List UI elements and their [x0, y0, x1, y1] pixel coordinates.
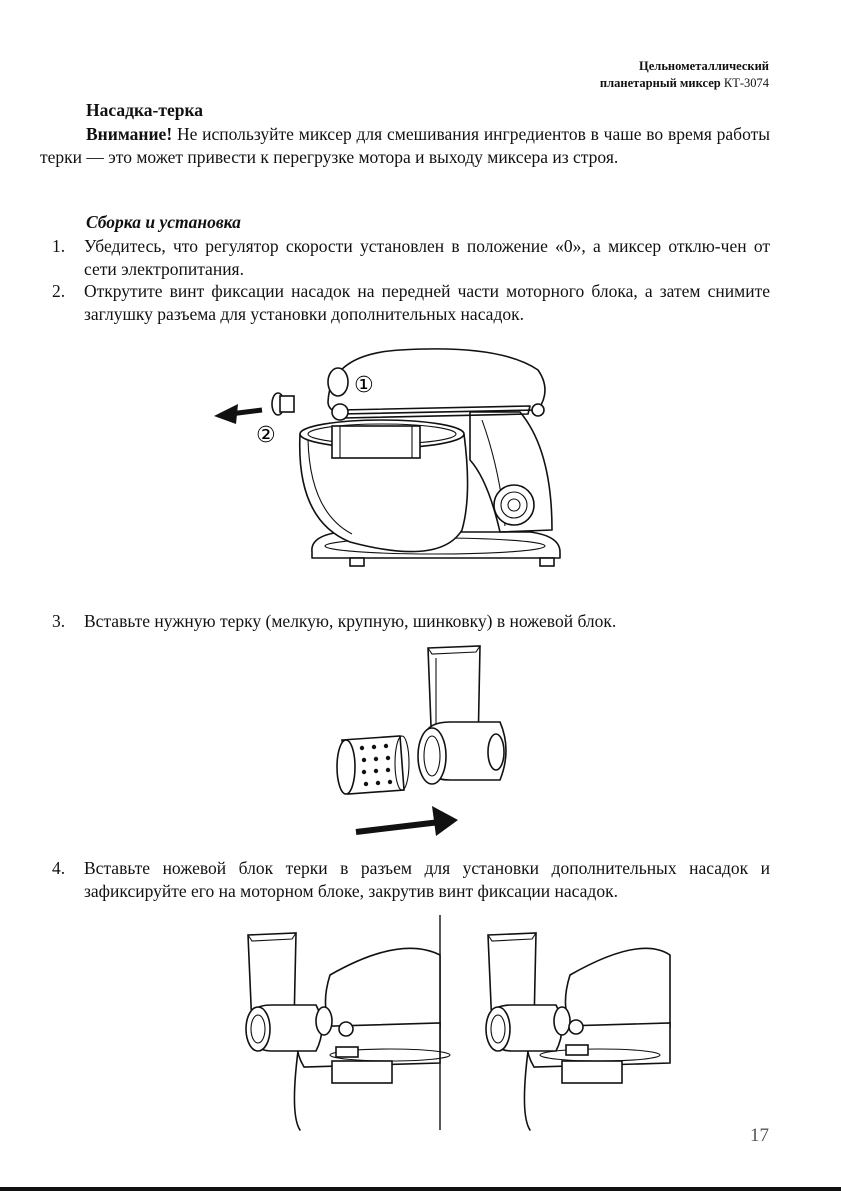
attach-grater-figure: [240, 915, 670, 1130]
section-title: Насадка-терка: [86, 100, 204, 120]
step-2-number: 2.: [52, 281, 66, 301]
page-number: 17: [750, 1125, 769, 1146]
step-3-text: Вставьте нужную терку (мелкую, крупную, шинковку) в ножевой блок.: [84, 611, 617, 631]
running-header: [600, 58, 769, 92]
step-4-number: 4.: [52, 858, 66, 878]
callout-2-label: ②: [256, 423, 276, 448]
attach-panel-right: [486, 933, 670, 1130]
step-1-number: 1.: [52, 236, 66, 256]
subsection-title: Сборка и установка: [86, 212, 241, 232]
step-1-text: Убедитесь, что регулятор скорости установлен в положение «0», а миксер отклю-чен от сети электропитания.: [84, 236, 770, 279]
page-bottom-rule: [0, 1187, 841, 1191]
header-product: планетарный миксер: [599, 76, 721, 90]
attach-panel-left: [246, 933, 450, 1130]
mixer-figure: [200, 330, 570, 590]
grater-parts-figure: [320, 640, 520, 840]
warning-text: Не используйте миксер для смешивания ингредиентов в чаше во время работы терки — это может привести к перегрузке мотора и выходу миксера из строя.: [40, 124, 770, 167]
callout-1-label: ①: [354, 373, 374, 398]
step-2-text: Открутите винт фиксации насадок на передней части моторного блока, а затем снимите заглушку разъема для установки дополнительных насадок.: [84, 281, 770, 324]
warning-paragraph: [40, 123, 770, 168]
step-3-number: 3.: [52, 611, 66, 631]
header-model: КТ-3074: [723, 76, 769, 90]
step-4-text: Вставьте ножевой блок терки в разъем для установки дополнительных насадок и зафиксируйте его на моторном блоке, закрутив винт фиксации насадок.: [84, 858, 770, 901]
warning-label: Внимание!: [86, 124, 173, 144]
header-line-1: Цельнометаллический: [639, 59, 769, 73]
